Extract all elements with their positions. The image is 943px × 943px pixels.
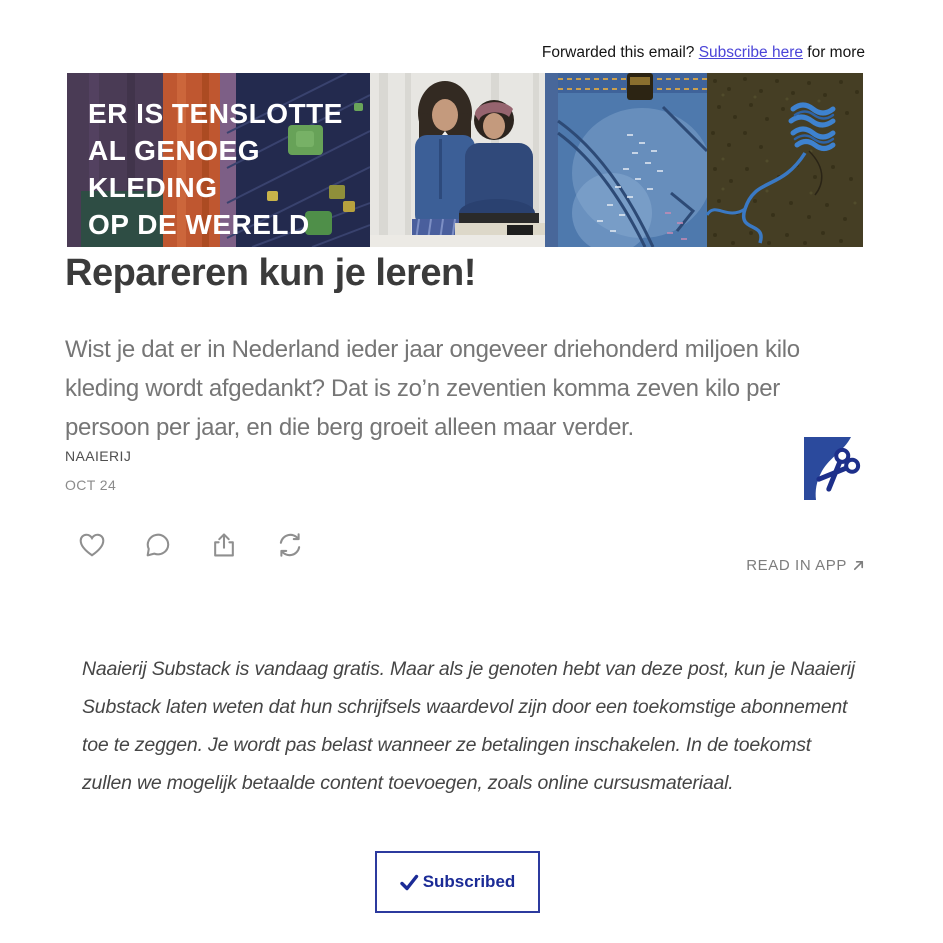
author-name[interactable]: NAAIERIJ — [65, 448, 132, 464]
publication-logo[interactable] — [804, 437, 864, 500]
forwarded-suffix: for more — [802, 44, 865, 61]
forwarded-prefix: Forwarded this email? — [541, 44, 699, 61]
header-overlay-text — [88, 95, 343, 243]
overlay-line: OP DE WERELD — [88, 209, 310, 240]
comment-button[interactable] — [144, 531, 172, 559]
panel-jeans — [558, 73, 712, 247]
restack-button[interactable] — [276, 531, 304, 559]
like-button[interactable] — [78, 531, 106, 559]
pledge-text: Naaierij Substack is vandaag gratis. Maar als je genoten hebt van deze post, kun je Naaierij Substack laten weten dat hun schrijfsels waardevol zijn door een toekomstige abonnement toe te zeggen. Je wordt pas belast wanneer ze betalingen inschakelen. In de toekomst zullen we mogelijk betaalde content toevoegen, zoals online cursusmateriaal. — [82, 658, 855, 794]
share-button[interactable] — [210, 531, 238, 559]
heart-icon — [78, 531, 106, 559]
post-title: Repareren kun je leren! — [65, 252, 476, 294]
external-arrow-icon — [852, 559, 865, 572]
panel-people — [370, 73, 558, 247]
comment-icon — [144, 531, 172, 559]
share-icon — [210, 531, 238, 559]
post-subtitle: Wist je dat er in Nederland ieder jaar ongeveer driehonderd miljoen kilo kleding wordt afgedankt? Dat is zo’n zeventien komma zeven kilo per persoon per jaar, en die berg groeit alleen maar verder. — [65, 336, 800, 441]
check-icon — [400, 874, 419, 891]
panel-yarn — [707, 73, 863, 247]
header-image — [67, 73, 863, 247]
overlay-line: AL GENOEG — [88, 135, 261, 166]
restack-icon — [276, 531, 304, 559]
subscribed-label: Subscribed — [422, 872, 516, 891]
subscribed-button[interactable] — [375, 851, 540, 913]
overlay-line: ER IS TENSLOTTE — [88, 98, 343, 129]
read-in-app-label: READ IN APP — [746, 557, 847, 574]
overlay-line: KLEDING — [88, 172, 218, 203]
post-date: OCT 24 — [65, 477, 117, 493]
action-bar — [78, 531, 304, 559]
forwarded-note — [542, 44, 865, 62]
subscribe-here-link[interactable]: Subscribe here — [698, 44, 803, 61]
read-in-app-link[interactable] — [746, 557, 865, 574]
